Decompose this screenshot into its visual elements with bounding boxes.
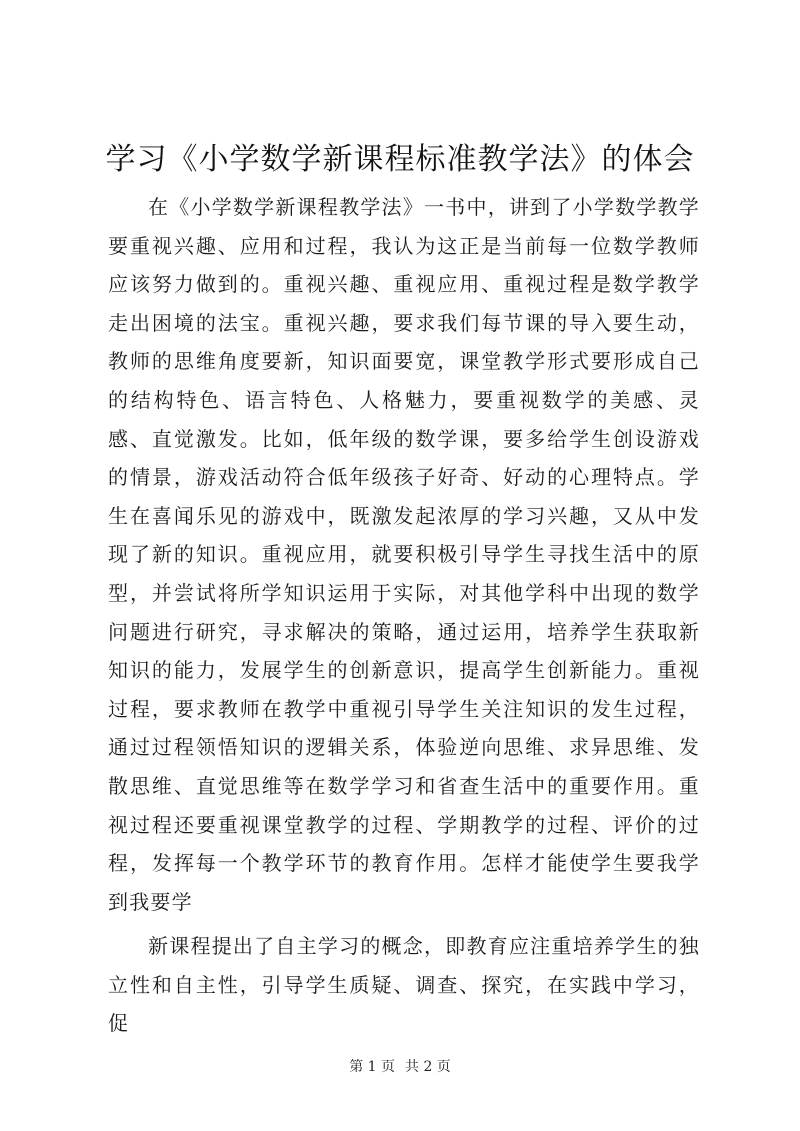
paragraph-2: 新课程提出了自主学习的概念，即教育应注重培养学生的独立性和自主性，引导学生质疑、调查、探究，在实践中学习，促 bbox=[108, 934, 700, 1036]
document-body bbox=[108, 188, 700, 1043]
page-number: 第 1 页 bbox=[349, 1059, 395, 1075]
document-title: 学习《小学数学新课程标准教学法》的体会 bbox=[105, 142, 695, 177]
page-total: 共 2 页 bbox=[405, 1059, 451, 1075]
paragraph-1: 在《小学数学新课程教学法》一书中，讲到了小学数学教学要重视兴趣、应用和过程，我认为这正是当前每一位数学教师应该努力做到的。重视兴趣、重视应用、重视过程是数学教学走出困境的法宝。重视兴趣，要求我们每节课的导入要生动，教师的思维角度要新，知识面要宽，课堂教学形式要形成自己的结构特色、语言特色、人格魅力，要重视数学的美感、灵感、直觉激发。比如，低年级的数学课，要多给学生创设游戏的情景，游戏活动符合低年级孩子好奇、好动的心理特点。学生在喜闻乐见的游戏中，既激发起浓厚的学习兴趣，又从中发现了新的知识。重视应用，就要积极引导学生寻找生活中的原型，并尝试将所学知识运用于实际，对其他学科中出现的数学问题进行研究，寻求解决的策略，通过运用，培养学生获取新知识的能力，发展学生的创新意识，提高学生创新能力。重视过程，要求教师在教学中重视引导学生关注知识的发生过程，通过过程领悟知识的逻辑关系，体验逆向思维、求异思维、发散思维、直觉思维等在数学学习和省查生活中的重要作用。重视过程还要重视课堂教学的过程、学期教学的过程、评价的过程，发挥每一个教学环节的教育作用。怎样才能使学生要我学到我要学 bbox=[108, 195, 700, 914]
page-footer bbox=[0, 1057, 800, 1077]
